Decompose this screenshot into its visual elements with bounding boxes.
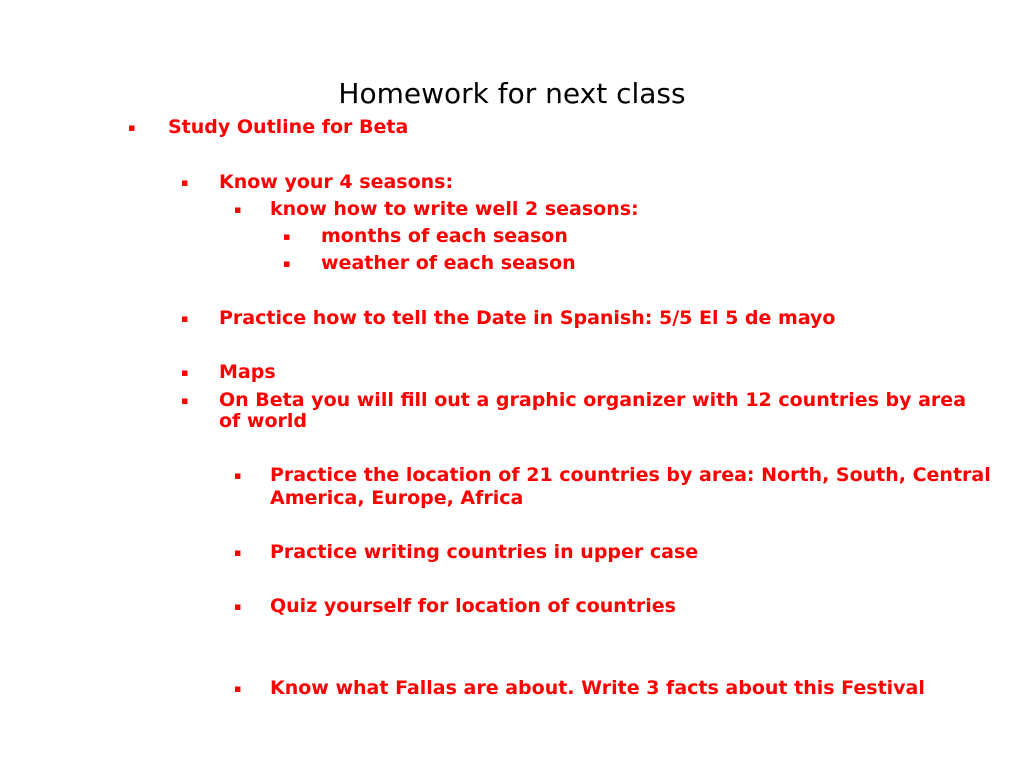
bullet-quiz: Quiz yourself for location of countries xyxy=(270,595,676,617)
square-bullet-icon: ▪ xyxy=(234,682,242,695)
bullet-upper-case: Practice writing countries in upper case xyxy=(270,541,699,563)
square-bullet-icon: ▪ xyxy=(234,203,242,216)
bullet-study-outline: Study Outline for Beta xyxy=(168,116,409,138)
bullet-location-line1: Practice the location of 21 countries by area: North, South, Central xyxy=(270,464,991,486)
bullet-months: months of each season xyxy=(321,225,568,247)
square-bullet-icon: ▪ xyxy=(181,312,189,325)
slide-title: Homework for next class xyxy=(338,77,686,110)
square-bullet-icon: ▪ xyxy=(128,121,136,134)
square-bullet-icon: ▪ xyxy=(283,257,291,270)
bullet-fallas: Know what Fallas are about. Write 3 facts about this Festival xyxy=(270,677,925,699)
bullet-weather: weather of each season xyxy=(321,252,576,274)
bullet-beta-line2: of world xyxy=(219,410,308,432)
square-bullet-icon: ▪ xyxy=(181,366,189,379)
bullet-location-line2: America, Europe, Africa xyxy=(270,487,524,509)
square-bullet-icon: ▪ xyxy=(234,469,242,482)
bullet-write-seasons: know how to write well 2 seasons: xyxy=(270,198,639,220)
square-bullet-icon: ▪ xyxy=(234,546,242,559)
bullet-know-seasons: Know your 4 seasons: xyxy=(219,171,454,193)
bullet-practice-date: Practice how to tell the Date in Spanish: 5/5 El 5 de mayo xyxy=(219,307,836,329)
square-bullet-icon: ▪ xyxy=(283,230,291,243)
bullet-beta-line1: On Beta you will fill out a graphic organizer with 12 countries by area xyxy=(219,389,967,411)
bullet-maps: Maps xyxy=(219,361,276,383)
square-bullet-icon: ▪ xyxy=(181,394,189,407)
square-bullet-icon: ▪ xyxy=(234,600,242,613)
square-bullet-icon: ▪ xyxy=(181,176,189,189)
